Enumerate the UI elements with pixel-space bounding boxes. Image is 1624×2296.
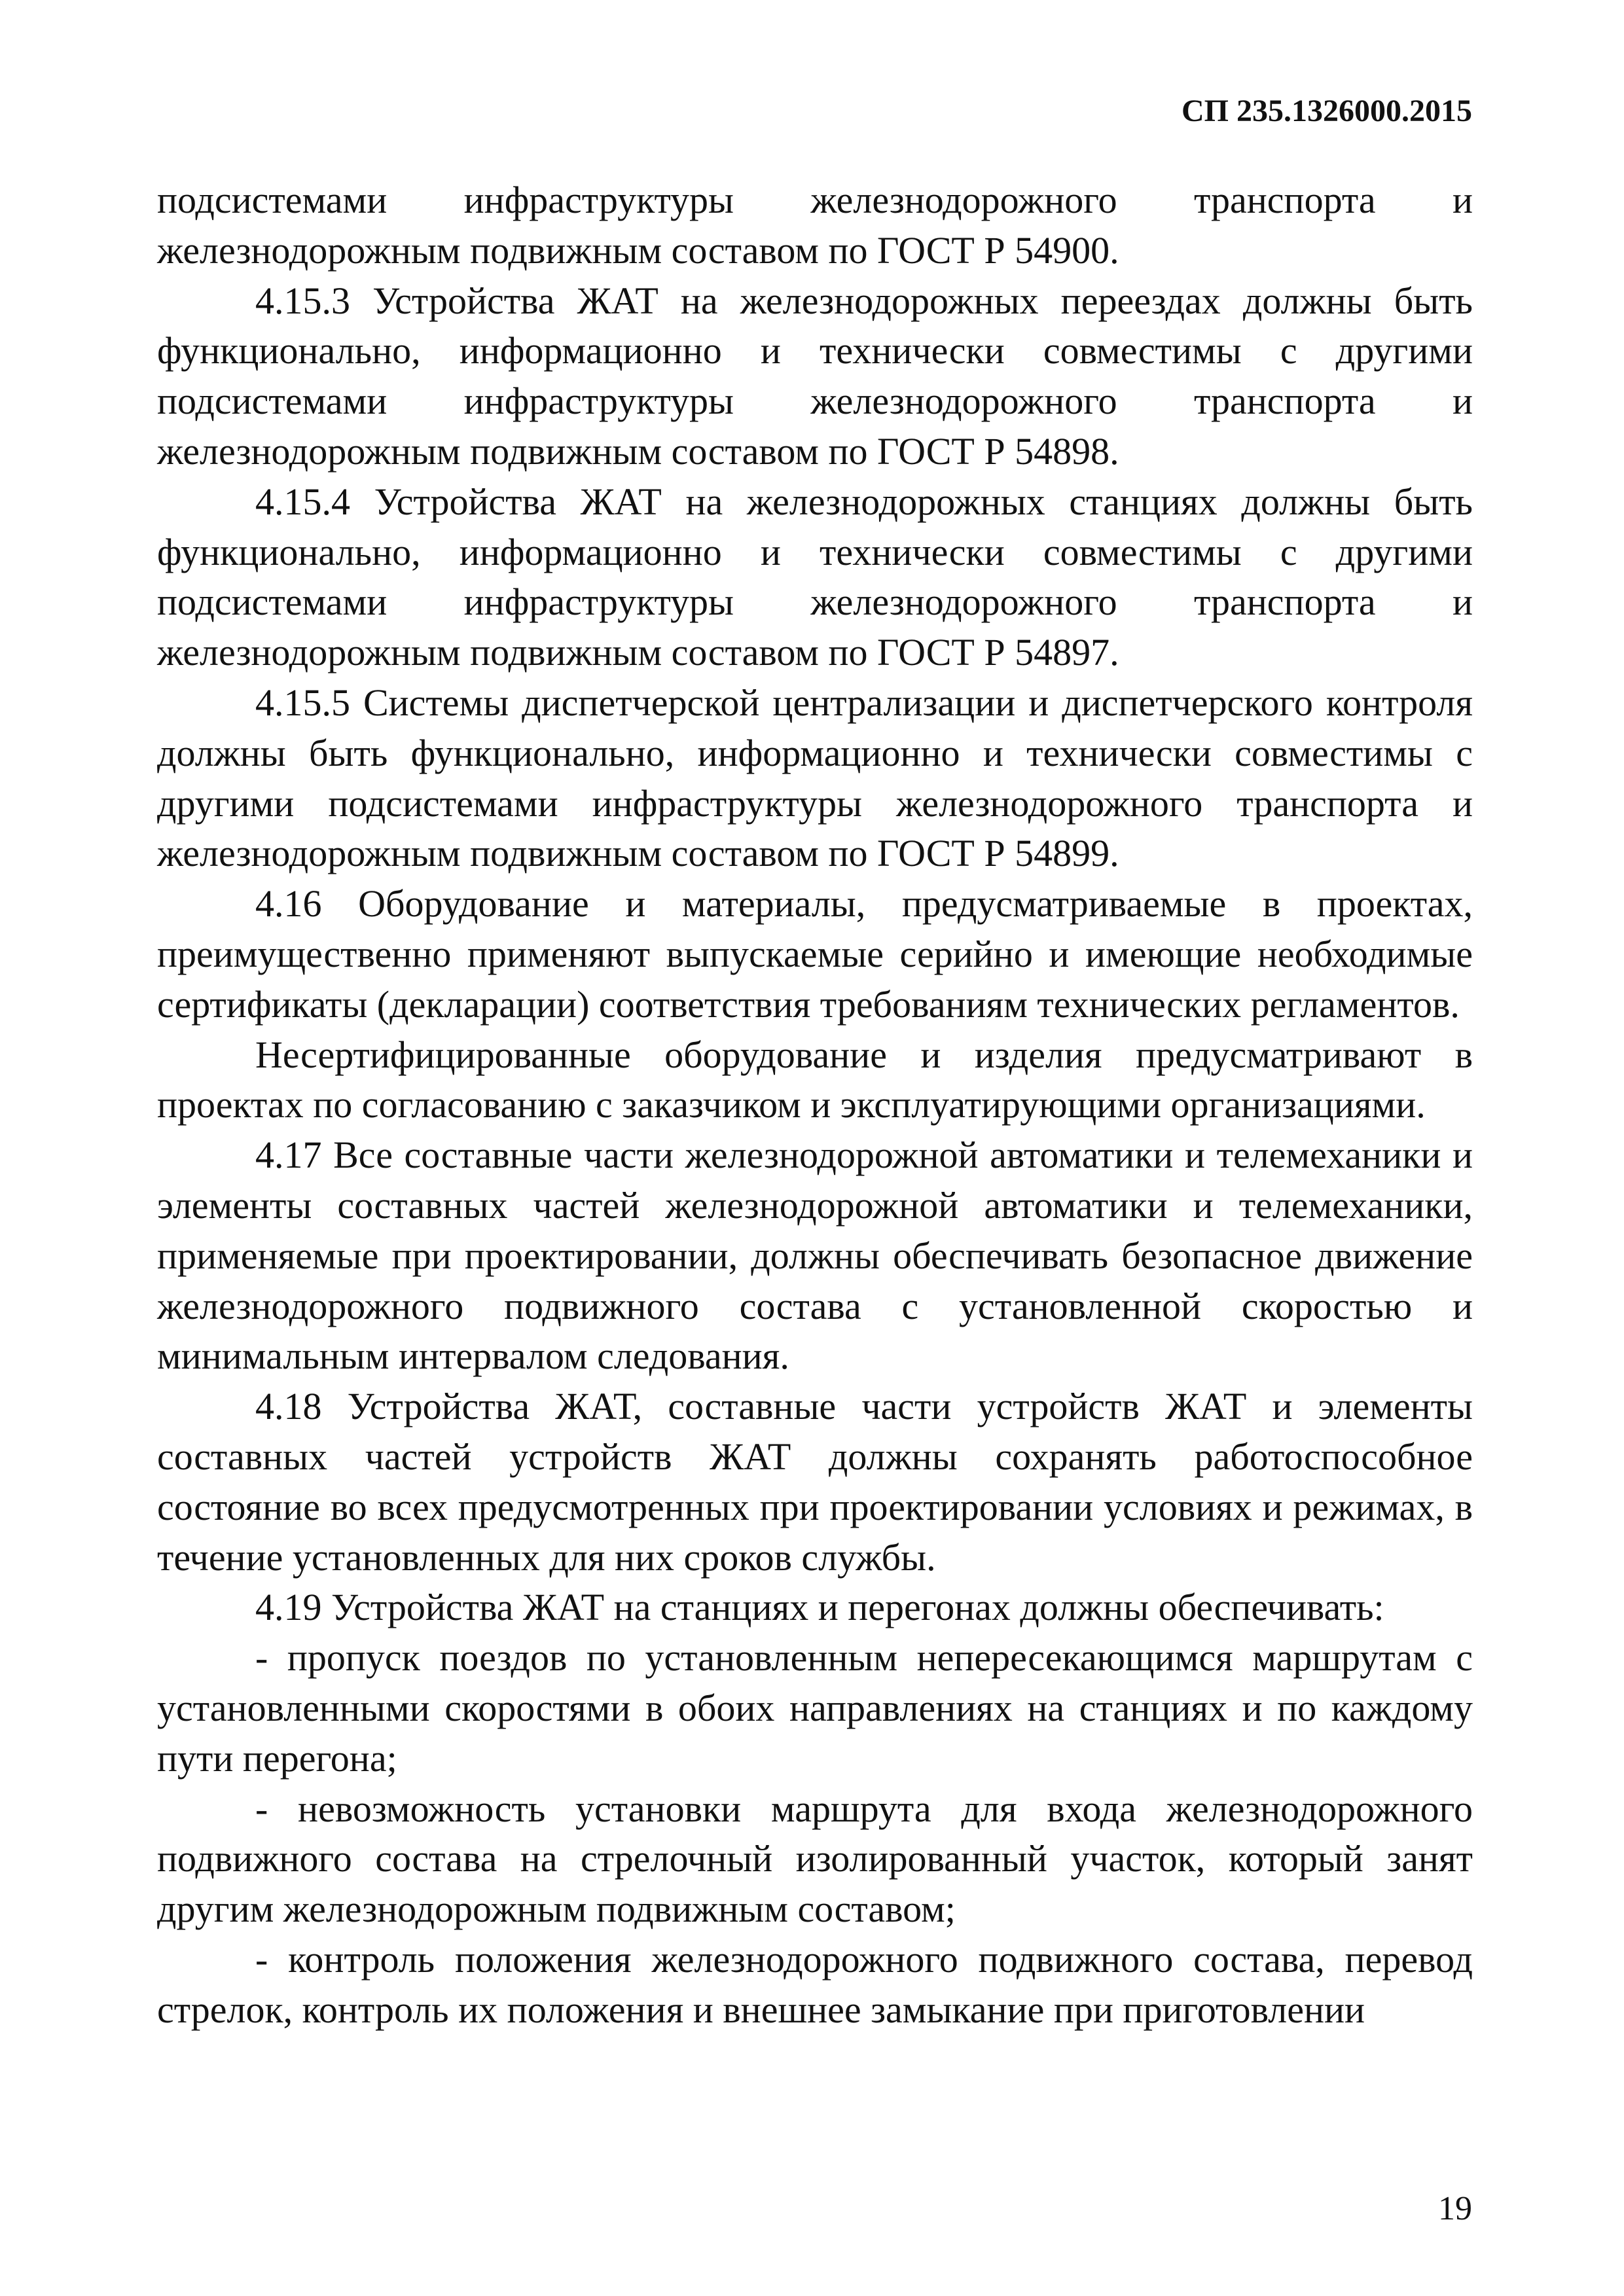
paragraph-4-15-5: 4.15.5 Системы диспетчерской централизации и диспетчерского контроля должны быть функционально, информационно и технически совместимы с другими подсистемами инфраструктуры железнодорожного транспорта и железнодорожным подвижным составом по ГОСТ Р 54899. <box>157 681 1473 875</box>
paragraph-4-17: 4.17 Все составные части железнодорожной автоматики и телемеханики и элементы составных частей железнодорожной автоматики и телемеханики, применяемые при проектировании, должны обеспечивать безопасное движение железнодорожного подвижного состава с установленной скоростью и минимальным интервалом следования. <box>157 1134 1473 1378</box>
paragraph-continuation: подсистемами инфраструктуры железнодорожного транспорта и железнодорожным подвижным составом по ГОСТ Р 54900. <box>157 179 1473 272</box>
document-code-header: СП 235.1326000.2015 <box>1182 94 1472 128</box>
document-body <box>157 175 1473 2035</box>
page-number: 19 <box>1438 2190 1472 2227</box>
paragraph-4-16: 4.16 Оборудование и материалы, предусматриваемые в проектах, преимущественно применяют выпускаемые серийно и имеющие необходимые сертификаты (декларации) соответствия требованиям технических регламентов. <box>157 882 1473 1026</box>
paragraph-uncertified-equipment: Несертифицированные оборудование и изделия предусматривают в проектах по согласованию с заказчиком и эксплуатирующими организациями. <box>157 1033 1473 1126</box>
list-item-route-blocking: - невозможность установки маршрута для входа железнодорожного подвижного состава на стрелочный изолированный участок, который занят другим железнодорожным подвижным составом; <box>157 1787 1473 1931</box>
paragraph-4-18: 4.18 Устройства ЖАТ, составные части устройств ЖАТ и элементы составных частей устройств ЖАТ должны сохранять работоспособное состояние во всех предусмотренных при проектировании условиях и режимах, в течение установленных для них сроков службы. <box>157 1385 1473 1579</box>
paragraph-4-15-4: 4.15.4 Устройства ЖАТ на железнодорожных станциях должны быть функционально, информационно и технически совместимы с другими подсистемами инфраструктуры железнодорожного транспорта и железнодорожным подвижным составом по ГОСТ Р 54897. <box>157 480 1473 674</box>
paragraph-4-15-3: 4.15.3 Устройства ЖАТ на железнодорожных переездах должны быть функционально, информационно и технически совместимы с другими подсистемами инфраструктуры железнодорожного транспорта и железнодорожным подвижным составом по ГОСТ Р 54898. <box>157 279 1473 473</box>
list-item-position-control: - контроль положения железнодорожного подвижного состава, перевод стрелок, контроль их положения и внешнее замыкание при приготовлении <box>157 1937 1473 2031</box>
list-item-train-passage: - пропуск поездов по установленным непересекающимся маршрутам с установленными скоростями в обоих направлениях на станциях и по каждому пути перегона; <box>157 1636 1473 1780</box>
paragraph-4-19: 4.19 Устройства ЖАТ на станциях и перегонах должны обеспечивать: <box>255 1586 1384 1629</box>
